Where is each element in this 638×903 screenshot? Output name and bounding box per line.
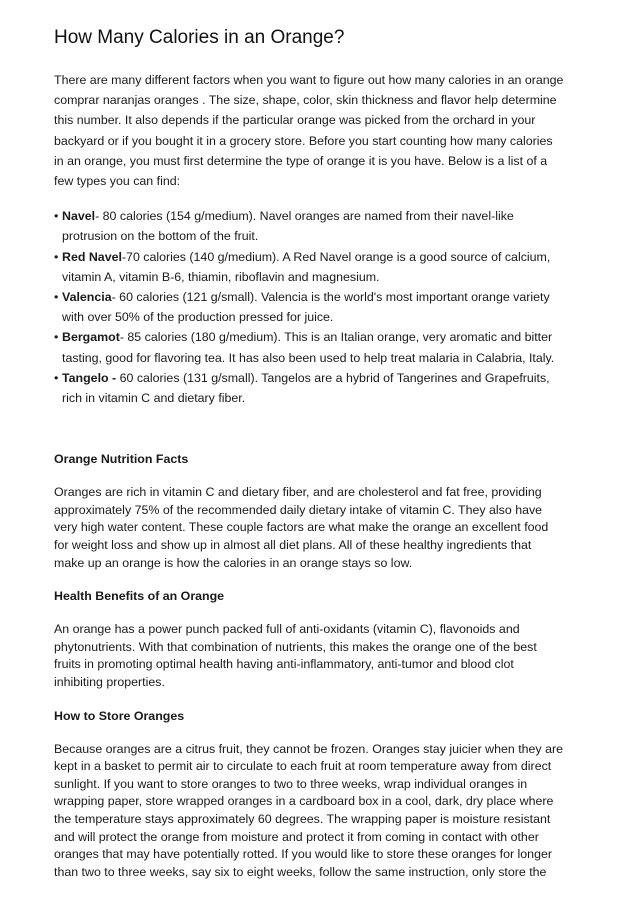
- paragraph-line: than two to three weeks, say six to eight weeks, follow the same instruction, only store the: [54, 864, 547, 879]
- list-item: [54, 287, 594, 327]
- intro-paragraph: [54, 70, 594, 191]
- list-item: [54, 247, 594, 287]
- paragraph-line: kept in a basket to permit air to circulate to each fruit at room temperature away from direct: [54, 759, 552, 774]
- paragraph-line: wrapping paper, store wrapped oranges in a cardboard box in a cool, dark, dry place where: [54, 794, 554, 809]
- paragraph-line: approximately 75% of the recommended daily dietary intake of vitamin C. They also have: [54, 502, 543, 517]
- paragraph-line: and will protect the orange from moisture and protect it from coming in contact with other: [54, 829, 539, 844]
- paragraph-line: inhibiting properties.: [54, 675, 165, 689]
- variety-description: -70 calories (140 g/medium). A Red Navel orange is a good source of calcium,: [121, 249, 551, 264]
- document-page: [54, 24, 594, 881]
- variety-name: Tangelo -: [62, 370, 117, 385]
- variety-name: Navel: [62, 209, 96, 224]
- paragraph-line: Because oranges are a citrus fruit, they cannot be frozen. Oranges stay juicier when they are: [54, 741, 563, 756]
- section-heading-storage: How to Store Oranges: [54, 708, 185, 723]
- variety-description: vitamin A, vitamin B-6, thiamin, riboflavin and magnesium.: [62, 269, 380, 284]
- section-heading-benefits: Health Benefits of an Orange: [54, 589, 225, 604]
- paragraph-line: the temperature stays approximately 60 degrees. The wrapping paper is moisture resistant: [54, 811, 551, 826]
- variety-description: - 85 calories (180 g/medium). This is an Italian orange, very aromatic and bitter: [119, 330, 553, 345]
- paragraph-line: for weight loss and show up in almost all diet plans. All of these healthy ingredients that: [54, 538, 532, 553]
- variety-description: with over 50% of the production pressed for juice.: [62, 310, 334, 325]
- benefits-paragraph: [54, 621, 594, 691]
- list-item: [54, 327, 594, 367]
- bullet-marker: •: [54, 209, 59, 224]
- list-item: [54, 206, 594, 246]
- section-heading-nutrition: Orange Nutrition Facts: [54, 452, 189, 467]
- list-item: [54, 368, 594, 408]
- nutrition-paragraph: [54, 484, 594, 572]
- paragraph-line: oranges that may have potentially rotted. If you would like to store these oranges for longer: [54, 847, 552, 862]
- variety-description: rich in vitamin C and dietary fiber.: [62, 391, 246, 406]
- paragraph-line: very high water content. These couple factors are what make the orange an excellent food: [54, 520, 549, 535]
- variety-description: tasting, good for flavoring tea. It has also been used to help treat malaria in Calabria, Italy.: [62, 350, 555, 365]
- paragraph-line: phytonutrients. With that combination of nutrients, this makes the orange one of the best: [54, 639, 537, 654]
- variety-name: Red Navel: [62, 249, 122, 264]
- bullet-marker: •: [54, 290, 59, 305]
- orange-varieties-list: [54, 206, 594, 408]
- intro-line: few types you can find:: [54, 174, 181, 189]
- variety-description: 60 calories (131 g/small). Tangelos are a hybrid of Tangerines and Grapefruits,: [116, 370, 550, 385]
- intro-line: in an orange, you must first determine the type of orange it is you have. Below is a list of a: [54, 153, 548, 168]
- paragraph-line: Oranges are rich in vitamin C and dietary fiber, and are cholesterol and fat free, providing: [54, 485, 542, 500]
- page-title: How Many Calories in an Orange?: [54, 27, 345, 48]
- paragraph-line: sunlight. If you want to store oranges to two to three weeks, wrap individual oranges in: [54, 776, 528, 791]
- variety-name: Bergamot: [62, 330, 120, 345]
- bullet-marker: •: [54, 330, 59, 345]
- variety-description: - 60 calories (121 g/small). Valencia is the world's most important orange variety: [111, 290, 550, 305]
- paragraph-line: make up an orange is how the calories in an orange stays so low.: [54, 555, 413, 570]
- storage-paragraph: [54, 741, 594, 882]
- variety-description: - 80 calories (154 g/medium). Navel oranges are named from their navel-like: [95, 209, 514, 224]
- intro-line: this number. It also depends if the particular orange was picked from the orchard in your: [54, 113, 536, 128]
- bullet-marker: •: [54, 370, 59, 385]
- paragraph-line: An orange has a power punch packed full of anti-oxidants (vitamin C), flavonoids and: [54, 622, 520, 637]
- variety-name: Valencia: [62, 290, 112, 305]
- intro-line: comprar naranjas oranges . The size, shape, color, skin thickness and flavor help determine: [54, 93, 557, 108]
- intro-line: backyard or if you bought it in a grocery store. Before you start counting how many calories: [54, 133, 553, 148]
- bullet-marker: •: [54, 249, 59, 264]
- variety-description: protrusion on the bottom of the fruit.: [62, 229, 259, 244]
- paragraph-line: fruits in promoting optimal health having anti-inflammatory, anti-tumor and blood clot: [54, 657, 514, 672]
- intro-line: There are many different factors when you want to figure out how many calories in an orange: [54, 73, 564, 87]
